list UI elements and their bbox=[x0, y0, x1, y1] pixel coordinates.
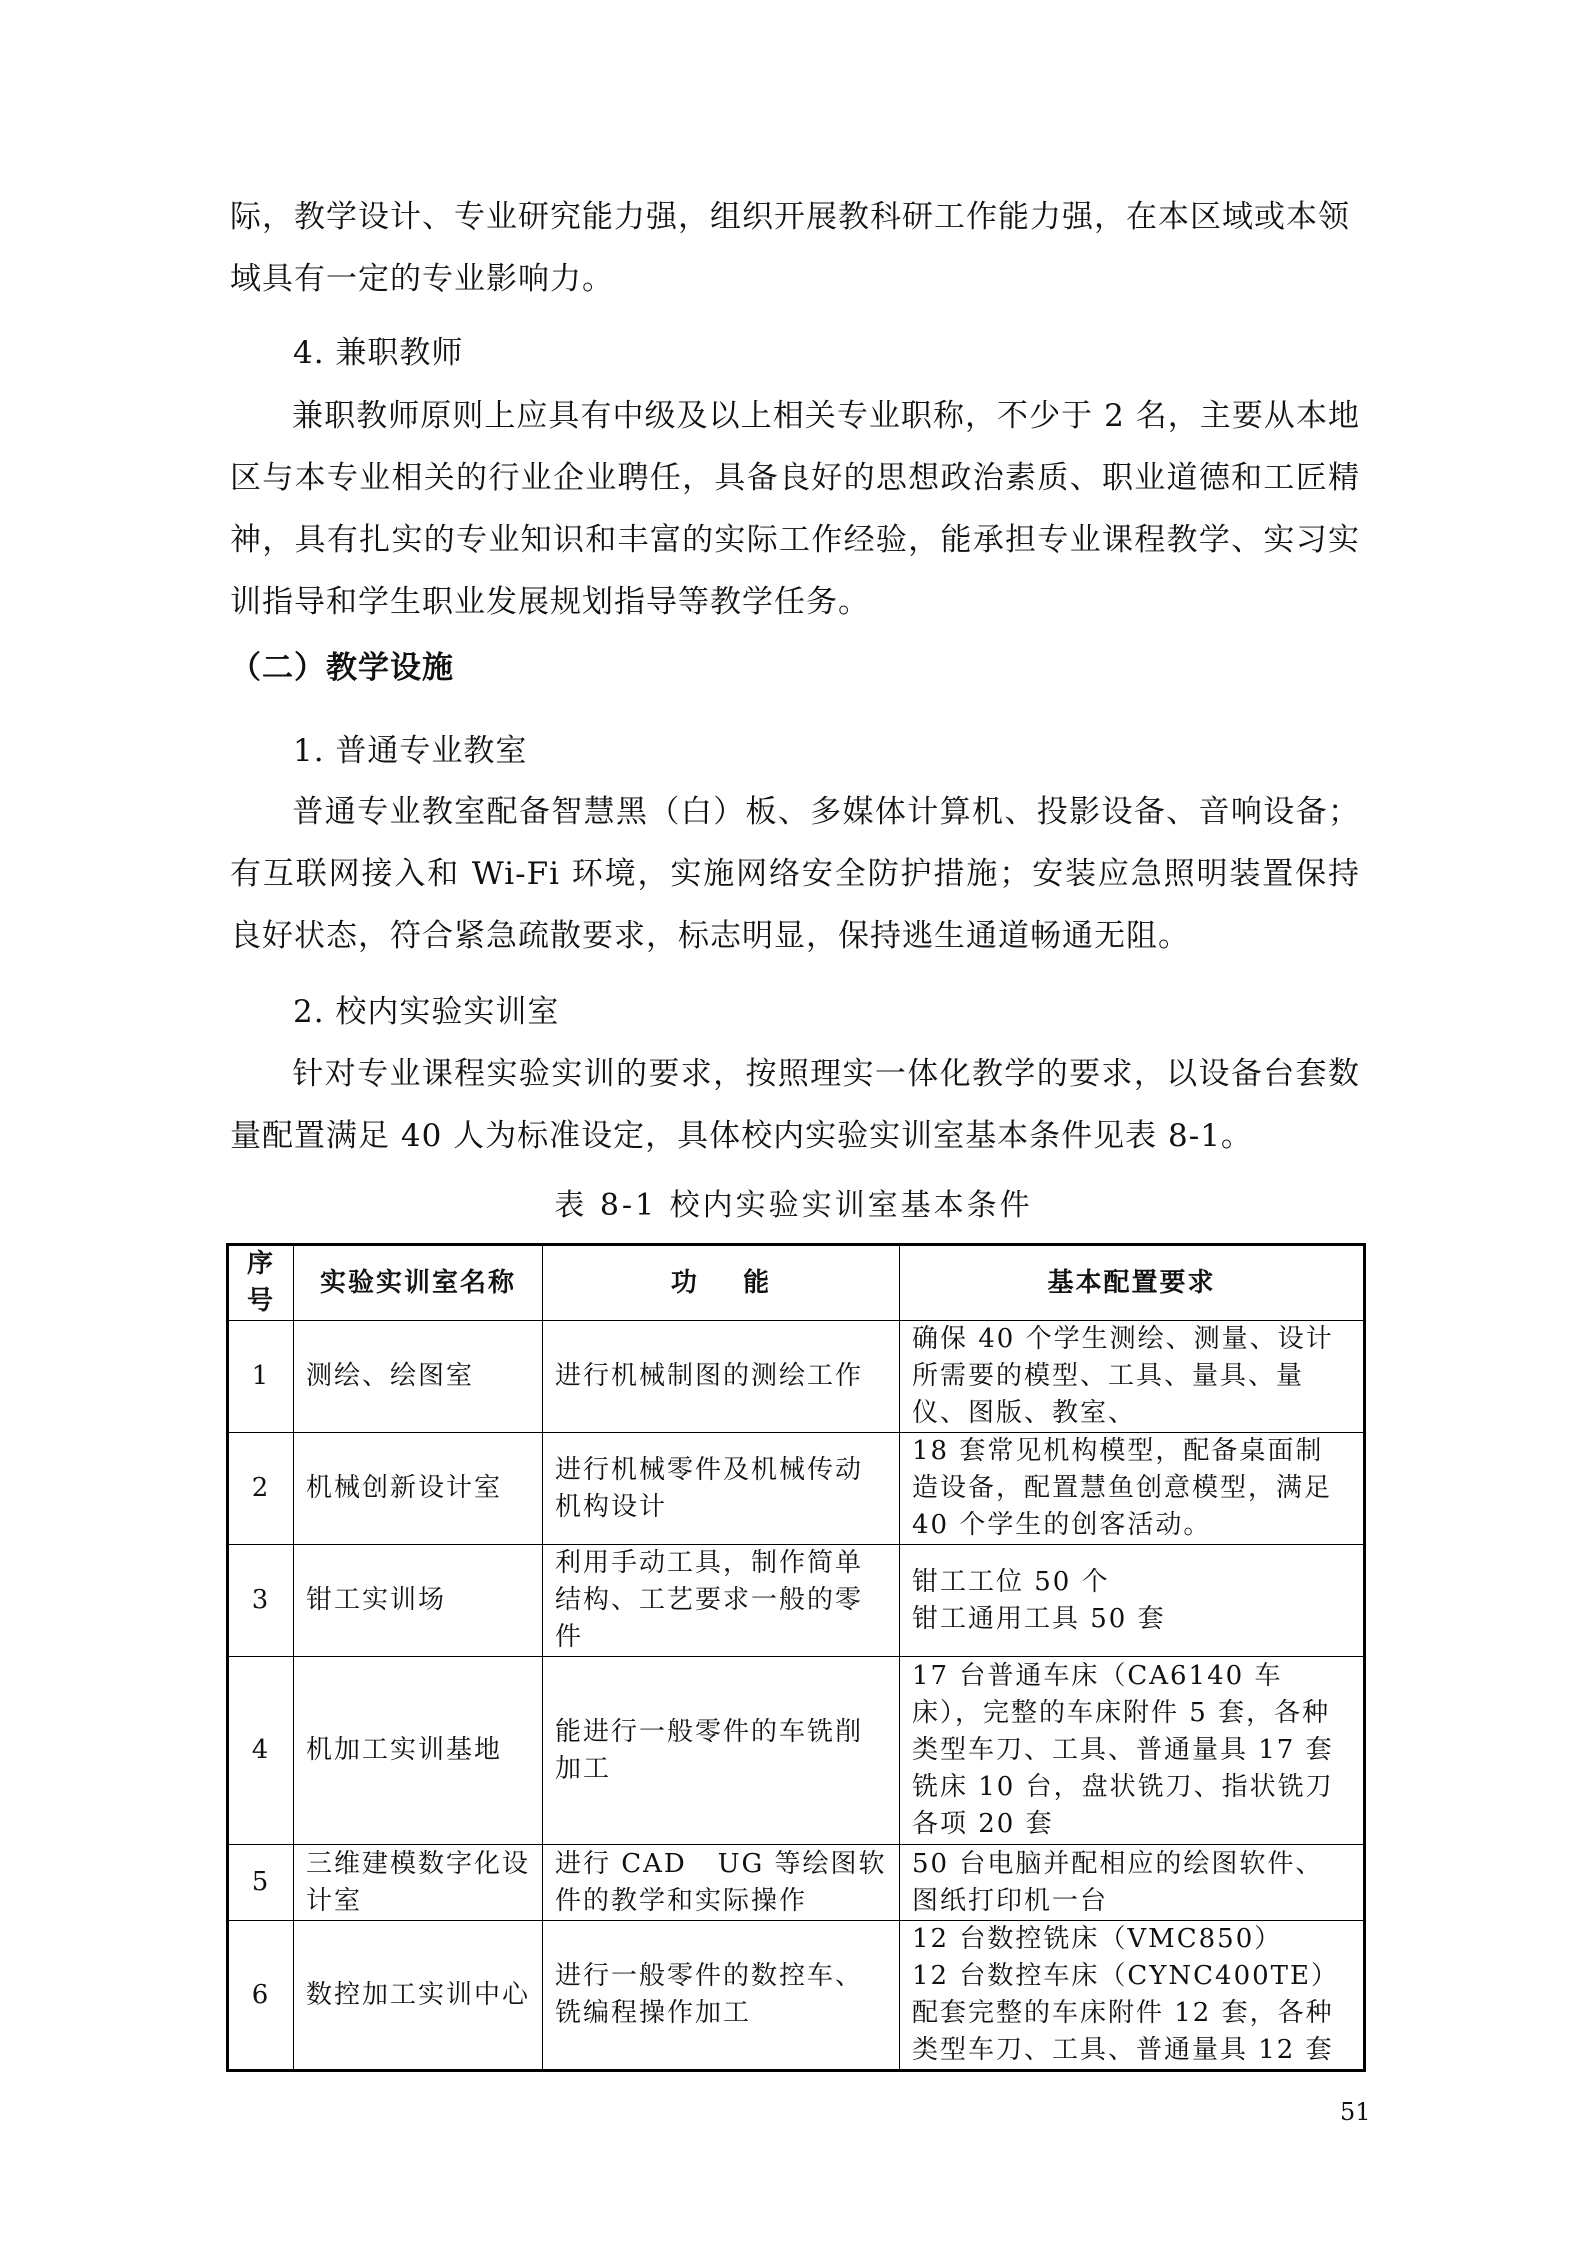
table-row bbox=[228, 1845, 1365, 1921]
cell-req bbox=[900, 1845, 1365, 1921]
header-name: 实验实训室名称 bbox=[294, 1245, 543, 1321]
cell-func: 利用手动工具，制作简单结构、工艺要求一般的零件 bbox=[543, 1545, 900, 1657]
cell-req bbox=[900, 1321, 1365, 1433]
facility-table bbox=[226, 1243, 1366, 2072]
cell-name: 机械创新设计室 bbox=[294, 1433, 543, 1545]
paragraph-continued bbox=[230, 186, 1360, 310]
table-header-row bbox=[228, 1245, 1365, 1321]
req-line: 确保 40 个学生测绘、测量、设计所需要的模型、工具、量具、量仪、图版、教室、 bbox=[912, 1324, 1334, 1428]
cell-req bbox=[900, 1433, 1365, 1545]
paragraph-text: 针对专业课程实验实训的要求，按照理实一体化教学的要求，以设备台套数量配置满足 40 人为标准设定，具体校内实验实训室基本条件见表 8-1。 bbox=[230, 1056, 1360, 1154]
req-line: 钳工工位 50 个 bbox=[912, 1566, 1110, 1597]
subheading-classrooms: 1. 普通专业教室 bbox=[293, 733, 528, 769]
req-line: 12 台数控车床（CYNC400TE） bbox=[912, 1961, 1339, 1991]
header-req: 基本配置要求 bbox=[900, 1245, 1365, 1321]
req-line: 17 台普通车床（CA6140 车床），完整的车床附件 5 套，各种类型车刀、工具、普通量具 17 套 bbox=[912, 1661, 1334, 1765]
cell-num: 6 bbox=[228, 1921, 294, 2071]
table-row bbox=[228, 1657, 1365, 1845]
cell-name: 机加工实训基地 bbox=[294, 1657, 543, 1845]
table-row bbox=[228, 1433, 1365, 1545]
cell-req bbox=[900, 1545, 1365, 1657]
cell-num: 5 bbox=[228, 1845, 294, 1921]
cell-num: 1 bbox=[228, 1321, 294, 1433]
cell-func: 进行一般零件的数控车、铣编程操作加工 bbox=[543, 1921, 900, 2071]
paragraph-text: 普通专业教室配备智慧黑（白）板、多媒体计算机、投影设备、音响设备；有互联网接入和 Wi-Fi 环境，实施网络安全防护措施；安装应急照明装置保持良好状态，符合紧急疏散要求，标志明显，保持逃生通道畅通无阻。 bbox=[230, 794, 1360, 954]
table-row bbox=[228, 1921, 1365, 2071]
cell-func: 进行 CAD UG 等绘图软件的教学和实际操作 bbox=[543, 1845, 900, 1921]
cell-name: 三维建模数字化设计室 bbox=[294, 1845, 543, 1921]
subheading-training-rooms: 2. 校内实验实训室 bbox=[293, 994, 560, 1030]
subheading-part-time-teachers: 4. 兼职教师 bbox=[293, 335, 464, 371]
paragraph-training-rooms bbox=[230, 1043, 1360, 1167]
cell-num: 4 bbox=[228, 1657, 294, 1845]
header-func: 功 能 bbox=[543, 1245, 900, 1321]
cell-func: 进行机械制图的测绘工作 bbox=[543, 1321, 900, 1433]
cell-func: 能进行一般零件的车铣削加工 bbox=[543, 1657, 900, 1845]
header-num: 序号 bbox=[228, 1245, 294, 1321]
paragraph-text: 兼职教师原则上应具有中级及以上相关专业职称，不少于 2 名，主要从本地区与本专业相关的行业企业聘任，具备良好的思想政治素质、职业道德和工匠精神，具有扎实的专业知识和丰富的实际工作经验，能承担专业课程教学、实习实训指导和学生职业发展规划指导等教学任务。 bbox=[230, 398, 1360, 620]
req-line: 钳工通用工具 50 套 bbox=[912, 1603, 1166, 1634]
cell-name: 钳工实训场 bbox=[294, 1545, 543, 1657]
table-row bbox=[228, 1321, 1365, 1433]
table-row bbox=[228, 1545, 1365, 1657]
cell-req bbox=[900, 1921, 1365, 2071]
paragraph-classrooms bbox=[230, 781, 1360, 967]
table-caption: 表 8-1 校内实验实训室基本条件 bbox=[554, 1188, 1033, 1223]
cell-num: 3 bbox=[228, 1545, 294, 1657]
cell-num: 2 bbox=[228, 1433, 294, 1545]
req-line: 18 套常见机构模型，配备桌面制造设备，配置慧鱼创意模型，满足 40 个学生的创客活动。 bbox=[912, 1436, 1333, 1540]
paragraph-part-time-teachers bbox=[230, 385, 1360, 633]
cell-func: 进行机械零件及机械传动机构设计 bbox=[543, 1433, 900, 1545]
paragraph-line: 域具有一定的专业影响力。 bbox=[230, 261, 614, 297]
paragraph-line: 际，教学设计、专业研究能力强，组织开展教科研工作能力强，在本区域或本领 bbox=[230, 199, 1350, 235]
section-title-teaching-facilities: （二）教学设施 bbox=[230, 650, 454, 686]
req-line: 铣床 10 台，盘状铣刀、指状铣刀各项 20 套 bbox=[912, 1772, 1334, 1839]
page-number: 51 bbox=[1340, 2098, 1371, 2126]
cell-name: 数控加工实训中心 bbox=[294, 1921, 543, 2071]
cell-name: 测绘、绘图室 bbox=[294, 1321, 543, 1433]
req-line: 50 台电脑并配相应的绘图软件、图纸打印机一台 bbox=[912, 1848, 1324, 1916]
cell-req bbox=[900, 1657, 1365, 1845]
req-line: 配套完整的车床附件 12 套，各种类型车刀、工具、普通量具 12 套 bbox=[912, 1998, 1334, 2065]
req-line: 12 台数控铣床（VMC850） bbox=[912, 1924, 1283, 1954]
